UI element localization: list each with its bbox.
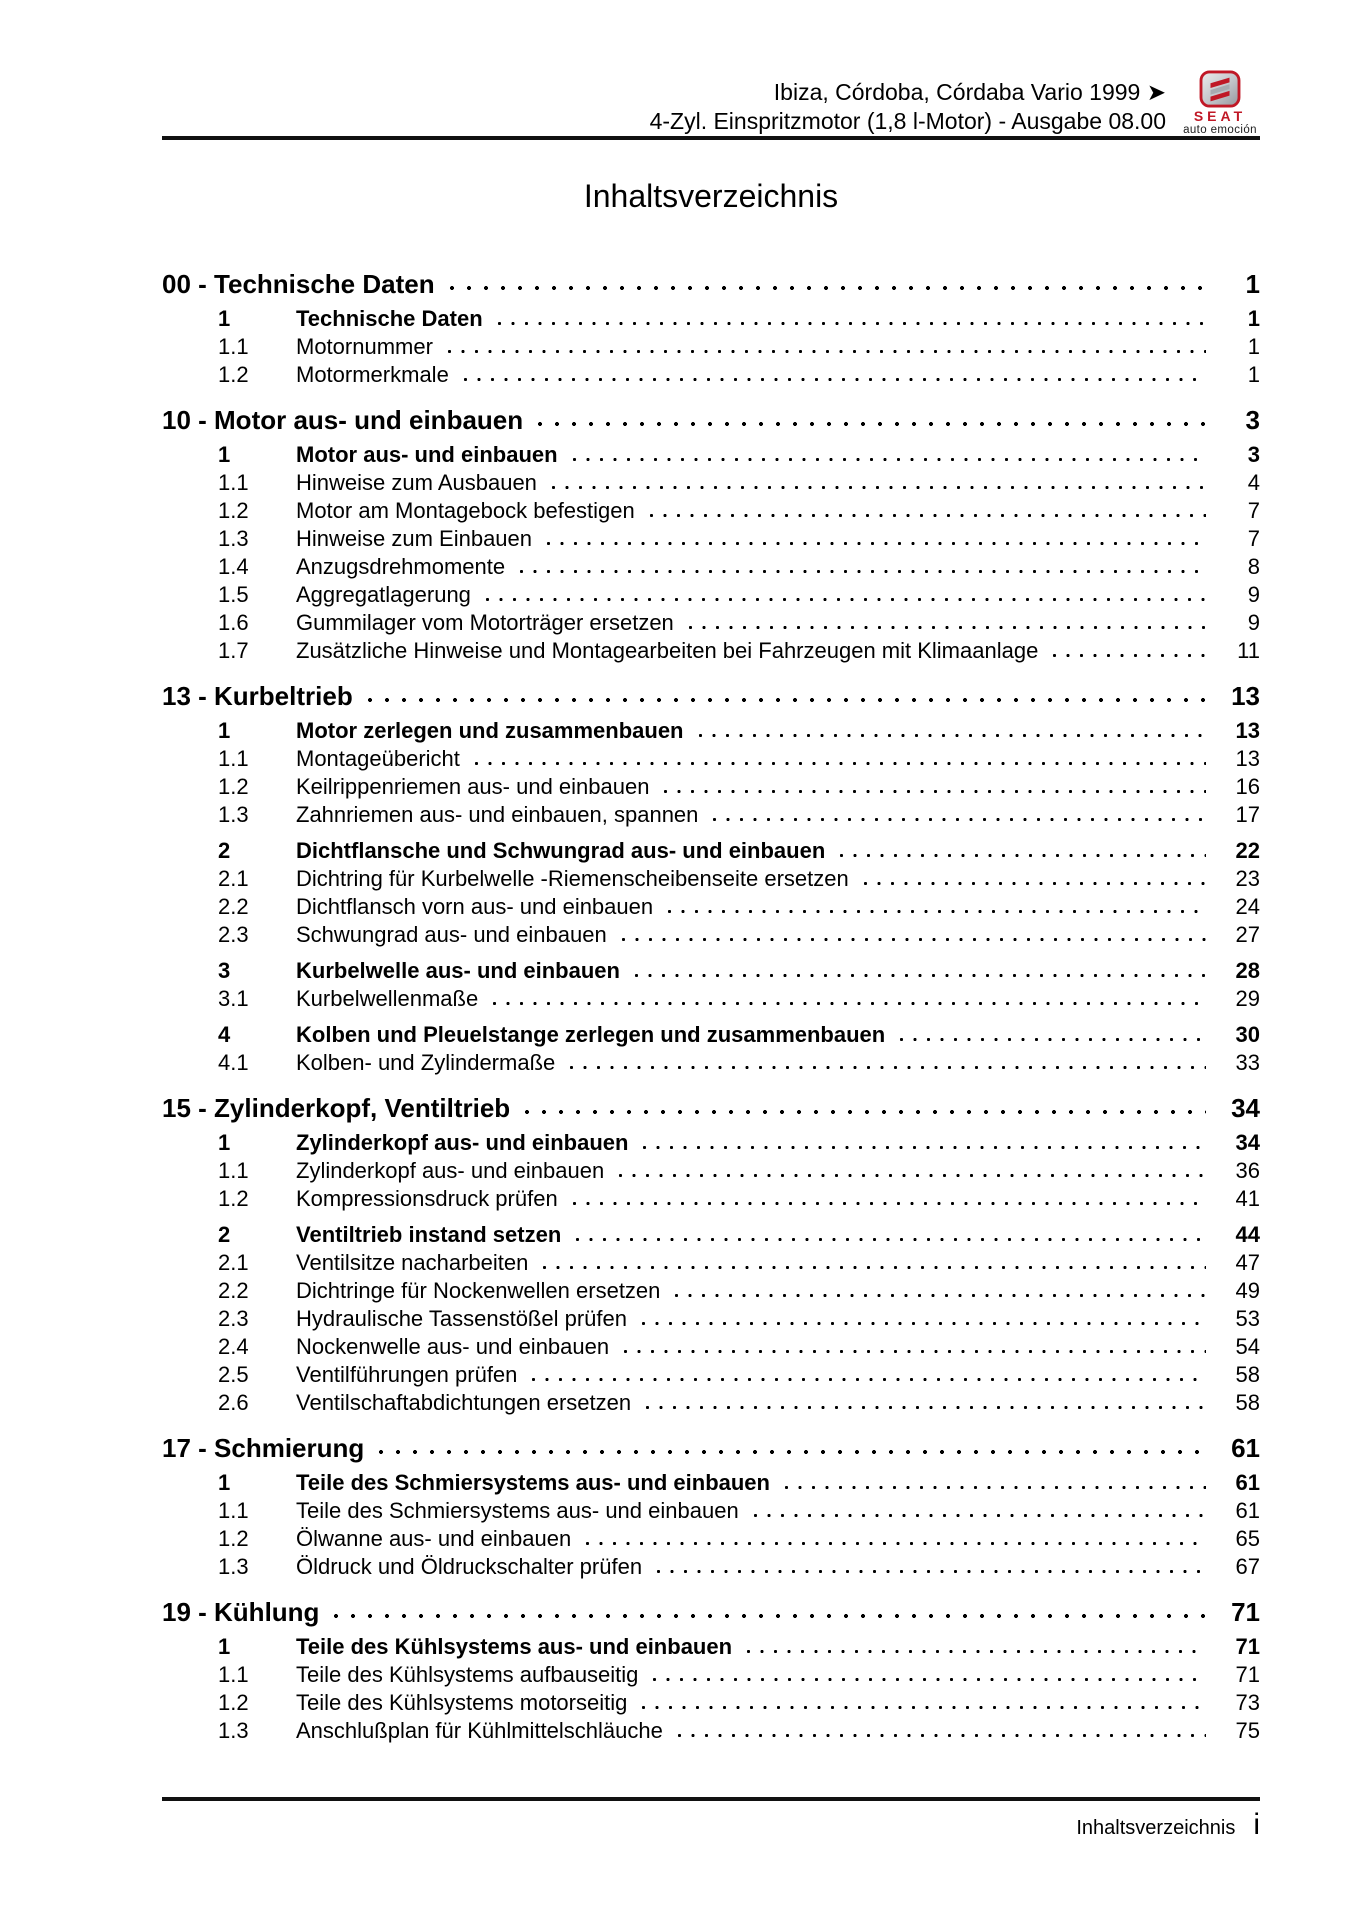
- dotted-leader: [546, 525, 1206, 553]
- entry-page-number: 58: [1235, 1362, 1260, 1387]
- toc-entry-row: [162, 717, 1260, 745]
- entry-number: 1: [218, 306, 231, 331]
- toc-entry-row: [162, 1049, 1260, 1077]
- entry-number: 1.5: [218, 582, 249, 607]
- entry-page-number: 61: [1235, 1470, 1260, 1495]
- entry-number: 1.2: [218, 362, 249, 387]
- entry-number: 1.2: [218, 1186, 249, 1211]
- entry-title: Zusätzliche Hinweise und Montagearbeiten bei Fahrzeugen mit Klimaanlage: [296, 638, 1039, 663]
- chapter-page-number: 3: [1245, 405, 1260, 435]
- entry-page-number: 44: [1235, 1222, 1260, 1247]
- entry-title: Schwungrad aus- und einbauen: [296, 922, 607, 947]
- header-divider: [162, 136, 1260, 140]
- toc-entry-row: [162, 553, 1260, 581]
- entry-page-number: 7: [1247, 526, 1260, 551]
- chapter-page-number: 71: [1231, 1597, 1260, 1627]
- entry-page-number: 29: [1235, 986, 1260, 1011]
- toc-entry-row: [162, 1661, 1260, 1689]
- entry-number: 3: [218, 958, 231, 983]
- header-text: [650, 78, 1166, 136]
- entry-page-number: 49: [1235, 1278, 1260, 1303]
- entry-number: 1: [218, 442, 231, 467]
- entry-title: Dichtring für Kurbelwelle -Riemenscheibenseite ersetzen: [296, 866, 849, 891]
- entry-page-number: 33: [1235, 1050, 1260, 1075]
- entry-title: Motormerkmale: [296, 362, 449, 387]
- entry-number: 2.2: [218, 1278, 249, 1303]
- entry-page-number: 28: [1235, 958, 1260, 983]
- entry-number: 2.3: [218, 1306, 249, 1331]
- seat-logo: [1180, 70, 1260, 136]
- entry-title: Teile des Kühlsystems aus- und einbauen: [296, 1634, 733, 1659]
- entry-number: 1.1: [218, 470, 249, 495]
- dotted-leader: [524, 1093, 1206, 1123]
- toc-entry-row: [162, 1185, 1260, 1213]
- entry-number: 2: [218, 1222, 231, 1247]
- entry-number: 1.7: [218, 638, 249, 663]
- entry-title: Kolben und Pleuelstange zerlegen und zusammenbauen: [296, 1022, 886, 1047]
- dotted-leader: [585, 1525, 1206, 1553]
- toc-entry-row: [162, 1249, 1260, 1277]
- footer-line: [162, 1810, 1260, 1840]
- entry-title: Gummilager vom Motorträger ersetzen: [296, 610, 674, 635]
- entry-page-number: 13: [1235, 746, 1260, 771]
- entry-page-number: 22: [1235, 838, 1260, 863]
- dotted-leader: [641, 1689, 1206, 1717]
- dotted-leader: [333, 1597, 1206, 1627]
- seat-logo-tagline: auto emoción: [1183, 124, 1257, 136]
- entry-title: Kurbelwelle aus- und einbauen: [296, 958, 620, 983]
- entry-number: 2.3: [218, 922, 249, 947]
- toc-entry-row: [162, 1221, 1260, 1249]
- entry-title: Zylinderkopf aus- und einbauen: [296, 1130, 629, 1155]
- toc-chapter-row: [162, 681, 1260, 711]
- entry-title: Ventilsitze nacharbeiten: [296, 1250, 529, 1275]
- entry-title: Zahnriemen aus- und einbauen, spannen: [296, 802, 699, 827]
- entry-number: 1.1: [218, 1662, 249, 1687]
- dotted-leader: [784, 1469, 1206, 1497]
- seat-logo-icon: [1199, 70, 1241, 108]
- toc-entry-row: [162, 1305, 1260, 1333]
- toc-section: [162, 1597, 1260, 1745]
- entry-title: Ölwanne aus- und einbauen: [296, 1526, 572, 1551]
- toc-entry-row: [162, 1021, 1260, 1049]
- toc-entries: [162, 305, 1260, 389]
- dotted-leader: [839, 837, 1206, 865]
- dotted-leader: [492, 985, 1206, 1013]
- entry-number: 1: [218, 1130, 231, 1155]
- entry-title: Teile des Kühlsystems motorseitig: [296, 1690, 628, 1715]
- entry-title: Motor am Montagebock befestigen: [296, 498, 635, 523]
- dotted-leader: [642, 1129, 1206, 1157]
- entry-title: Ventiltrieb instand setzen: [296, 1222, 562, 1247]
- toc: [162, 269, 1260, 1745]
- toc-entry-row: [162, 581, 1260, 609]
- entry-title: Hinweise zum Einbauen: [296, 526, 533, 551]
- footer-page-number: i: [1253, 1808, 1260, 1841]
- entry-title: Anzugsdrehmomente: [296, 554, 506, 579]
- entry-number: 2.2: [218, 894, 249, 919]
- dotted-leader: [667, 893, 1206, 921]
- dotted-leader: [623, 1333, 1206, 1361]
- chapter-label: 00 - Technische Daten: [162, 269, 435, 299]
- dotted-leader: [537, 405, 1206, 435]
- dotted-leader: [753, 1497, 1206, 1525]
- entry-number: 1.2: [218, 1690, 249, 1715]
- entry-number: 1.1: [218, 1498, 249, 1523]
- toc-entries: [162, 1633, 1260, 1745]
- entry-page-number: 41: [1235, 1186, 1260, 1211]
- toc-entries: [162, 717, 1260, 1077]
- toc-entries: [162, 441, 1260, 665]
- entry-title: Teile des Schmiersystems aus- und einbauen: [296, 1470, 770, 1495]
- toc-entry-row: [162, 469, 1260, 497]
- entry-page-number: 27: [1235, 922, 1260, 947]
- dotted-leader: [367, 681, 1206, 711]
- entry-title: Nockenwelle aus- und einbauen: [296, 1334, 610, 1359]
- dotted-leader: [497, 305, 1206, 333]
- entry-page-number: 9: [1247, 582, 1260, 607]
- toc-entry-row: [162, 1333, 1260, 1361]
- entry-title: Dichtflansche und Schwungrad aus- und einbauen: [296, 838, 826, 863]
- dotted-leader: [746, 1633, 1206, 1661]
- dotted-leader: [618, 1157, 1206, 1185]
- dotted-leader: [531, 1361, 1206, 1389]
- dotted-leader: [447, 333, 1206, 361]
- entry-page-number: 34: [1235, 1130, 1260, 1155]
- toc-entry-row: [162, 497, 1260, 525]
- toc-entries: [162, 1469, 1260, 1581]
- entry-number: 2.5: [218, 1362, 249, 1387]
- dotted-leader: [519, 553, 1206, 581]
- entry-page-number: 13: [1235, 718, 1260, 743]
- entry-title: Dichtringe für Nockenwellen ersetzen: [296, 1278, 661, 1303]
- entry-number: 1.3: [218, 1718, 249, 1743]
- toc-entry-row: [162, 441, 1260, 469]
- seat-logo-brand: SEAT: [1193, 108, 1247, 124]
- toc-entry-row: [162, 1497, 1260, 1525]
- entry-page-number: 65: [1235, 1526, 1260, 1551]
- dotted-leader: [634, 957, 1206, 985]
- chapter-label: 13 - Kurbeltrieb: [162, 681, 353, 711]
- dotted-leader: [656, 1553, 1206, 1581]
- chapter-label: 10 - Motor aus- und einbauen: [162, 405, 524, 435]
- entry-number: 1.4: [218, 554, 249, 579]
- toc-entry-row: [162, 525, 1260, 553]
- entry-page-number: 61: [1235, 1498, 1260, 1523]
- entry-title: Zylinderkopf aus- und einbauen: [296, 1158, 605, 1183]
- entry-number: 1.3: [218, 1554, 249, 1579]
- dotted-leader: [712, 801, 1206, 829]
- toc-entry-row: [162, 745, 1260, 773]
- dotted-leader: [485, 581, 1206, 609]
- header-line-2: 4-Zyl. Einspritzmotor (1,8 l-Motor) - Ausgabe 08.00: [649, 108, 1166, 134]
- entry-title: Kolben- und Zylindermaße: [296, 1050, 556, 1075]
- dotted-leader: [474, 745, 1206, 773]
- chapter-page-number: 13: [1231, 681, 1260, 711]
- entry-page-number: 75: [1235, 1718, 1260, 1743]
- toc-section: [162, 405, 1260, 665]
- entry-page-number: 58: [1235, 1390, 1260, 1415]
- dotted-leader: [677, 1717, 1206, 1745]
- entry-number: 1.3: [218, 526, 249, 551]
- toc-entry-row: [162, 1689, 1260, 1717]
- chapter-label: 17 - Schmierung: [162, 1433, 365, 1463]
- toc-entry-row: [162, 1553, 1260, 1581]
- dotted-leader: [688, 609, 1206, 637]
- entry-page-number: 53: [1235, 1306, 1260, 1331]
- entry-title: Teile des Kühlsystems aufbauseitig: [296, 1662, 639, 1687]
- entry-page-number: 71: [1235, 1662, 1260, 1687]
- entry-title: Hinweise zum Ausbauen: [296, 470, 537, 495]
- dotted-leader: [645, 1389, 1206, 1417]
- entry-number: 1: [218, 718, 231, 743]
- entry-number: 4: [218, 1022, 231, 1047]
- entry-page-number: 71: [1235, 1634, 1260, 1659]
- chapter-page-number: 61: [1231, 1433, 1260, 1463]
- toc-entry-row: [162, 1361, 1260, 1389]
- entry-number: 1: [218, 1470, 231, 1495]
- dotted-leader: [621, 921, 1206, 949]
- entry-number: 4.1: [218, 1050, 249, 1075]
- entry-title: Kompressionsdruck prüfen: [296, 1186, 558, 1211]
- dotted-leader: [551, 469, 1206, 497]
- toc-entry-row: [162, 637, 1260, 665]
- entry-page-number: 47: [1235, 1250, 1260, 1275]
- entry-title: Anschlußplan für Kühlmittelschläuche: [296, 1718, 663, 1743]
- toc-entry-row: [162, 1157, 1260, 1185]
- chapter-label: 19 - Kühlung: [162, 1597, 320, 1627]
- toc-entry-row: [162, 1525, 1260, 1553]
- entry-title: Montageübericht: [296, 746, 460, 771]
- entry-title: Motor zerlegen und zusammenbauen: [296, 718, 684, 743]
- document-page: [162, 0, 1260, 1745]
- entry-page-number: 1: [1247, 362, 1260, 387]
- entry-page-number: 36: [1235, 1158, 1260, 1183]
- entry-title: Aggregatlagerung: [296, 582, 471, 607]
- dotted-leader: [449, 269, 1206, 299]
- footer-divider: [162, 1797, 1260, 1801]
- entry-title: Teile des Schmiersystems aus- und einbauen: [296, 1498, 739, 1523]
- entry-number: 2: [218, 838, 231, 863]
- dotted-leader: [663, 773, 1206, 801]
- entry-title: Hydraulische Tassenstößel prüfen: [296, 1306, 627, 1331]
- toc-entry-row: [162, 893, 1260, 921]
- toc-entry-row: [162, 865, 1260, 893]
- toc-entry-row: [162, 837, 1260, 865]
- entry-number: 1.3: [218, 802, 249, 827]
- toc-entry-row: [162, 1277, 1260, 1305]
- dotted-leader: [641, 1305, 1206, 1333]
- entry-number: 1.6: [218, 610, 249, 635]
- entry-number: 1.2: [218, 1526, 249, 1551]
- toc-entry-row: [162, 305, 1260, 333]
- toc-section: [162, 1433, 1260, 1581]
- dotted-leader: [863, 865, 1206, 893]
- entry-page-number: 7: [1247, 498, 1260, 523]
- toc-entry-row: [162, 1389, 1260, 1417]
- page-header: [162, 0, 1260, 136]
- entry-number: 1.2: [218, 498, 249, 523]
- toc-entry-row: [162, 1129, 1260, 1157]
- dotted-leader: [572, 1185, 1206, 1213]
- entry-page-number: 67: [1235, 1554, 1260, 1579]
- dotted-leader: [569, 1049, 1206, 1077]
- entry-number: 2.6: [218, 1390, 249, 1415]
- entry-title: Ventilführungen prüfen: [296, 1362, 518, 1387]
- entry-title: Kurbelwellenmaße: [296, 986, 479, 1011]
- page-title: Inhaltsverzeichnis: [583, 178, 839, 214]
- toc-entries: [162, 1129, 1260, 1417]
- entry-number: 1.2: [218, 774, 249, 799]
- entry-page-number: 1: [1247, 306, 1260, 331]
- toc-section: [162, 1093, 1260, 1417]
- toc-entry-row: [162, 921, 1260, 949]
- page-footer: [162, 1797, 1260, 1840]
- entry-title: Dichtflansch vorn aus- und einbauen: [296, 894, 654, 919]
- toc-entry-row: [162, 985, 1260, 1013]
- entry-page-number: 8: [1247, 554, 1260, 579]
- toc-entry-row: [162, 609, 1260, 637]
- dotted-leader: [698, 717, 1207, 745]
- entry-title: Motor aus- und einbauen: [296, 442, 558, 467]
- dotted-leader: [542, 1249, 1206, 1277]
- entry-page-number: 1: [1247, 334, 1260, 359]
- dotted-leader: [649, 497, 1206, 525]
- toc-chapter-row: [162, 405, 1260, 435]
- entry-number: 1.1: [218, 1158, 249, 1183]
- entry-number: 1: [218, 1634, 231, 1659]
- toc-entry-row: [162, 1717, 1260, 1745]
- entry-page-number: 24: [1235, 894, 1260, 919]
- dotted-leader: [652, 1661, 1206, 1689]
- dotted-leader: [674, 1277, 1206, 1305]
- entry-page-number: 16: [1235, 774, 1260, 799]
- entry-number: 2.4: [218, 1334, 249, 1359]
- entry-page-number: 4: [1247, 470, 1260, 495]
- dotted-leader: [463, 361, 1206, 389]
- toc-entry-row: [162, 957, 1260, 985]
- toc-entry-row: [162, 773, 1260, 801]
- entry-page-number: 11: [1237, 638, 1260, 663]
- toc-section: [162, 681, 1260, 1077]
- footer-label: Inhaltsverzeichnis: [1076, 1817, 1236, 1839]
- toc-entry-row: [162, 1633, 1260, 1661]
- entry-number: 1.1: [218, 746, 249, 771]
- toc-entry-row: [162, 801, 1260, 829]
- chapter-label: 15 - Zylinderkopf, Ventiltrieb: [162, 1093, 511, 1123]
- entry-page-number: 54: [1235, 1334, 1260, 1359]
- dotted-leader: [575, 1221, 1206, 1249]
- entry-page-number: 9: [1247, 610, 1260, 635]
- entry-title: Technische Daten: [296, 306, 483, 331]
- dotted-leader: [899, 1021, 1206, 1049]
- chapter-page-number: 1: [1245, 269, 1260, 299]
- toc-entry-row: [162, 333, 1260, 361]
- entry-number: 1.1: [218, 334, 249, 359]
- entry-title: Motornummer: [296, 334, 433, 359]
- toc-chapter-row: [162, 1433, 1260, 1463]
- toc-chapter-row: [162, 1597, 1260, 1627]
- dotted-leader: [1052, 637, 1206, 665]
- header-line-1: Ibiza, Córdoba, Córdaba Vario 1999 ➤: [773, 79, 1166, 105]
- entry-title: Keilrippenriemen aus- und einbauen: [296, 774, 650, 799]
- chapter-page-number: 34: [1231, 1093, 1260, 1123]
- toc-chapter-row: [162, 269, 1260, 299]
- entry-number: 3.1: [218, 986, 249, 1011]
- dotted-leader: [572, 441, 1206, 469]
- entry-number: 2.1: [218, 1250, 249, 1275]
- toc-section: [162, 269, 1260, 389]
- dotted-leader: [378, 1433, 1206, 1463]
- entry-page-number: 3: [1247, 442, 1260, 467]
- entry-title: Ventilschaftabdichtungen ersetzen: [296, 1390, 632, 1415]
- entry-page-number: 73: [1235, 1690, 1260, 1715]
- entry-page-number: 17: [1235, 802, 1260, 827]
- entry-number: 2.1: [218, 866, 249, 891]
- entry-page-number: 23: [1235, 866, 1260, 891]
- toc-entry-row: [162, 361, 1260, 389]
- toc-chapter-row: [162, 1093, 1260, 1123]
- entry-page-number: 30: [1235, 1022, 1260, 1047]
- entry-title: Öldruck und Öldruckschalter prüfen: [296, 1554, 643, 1579]
- toc-entry-row: [162, 1469, 1260, 1497]
